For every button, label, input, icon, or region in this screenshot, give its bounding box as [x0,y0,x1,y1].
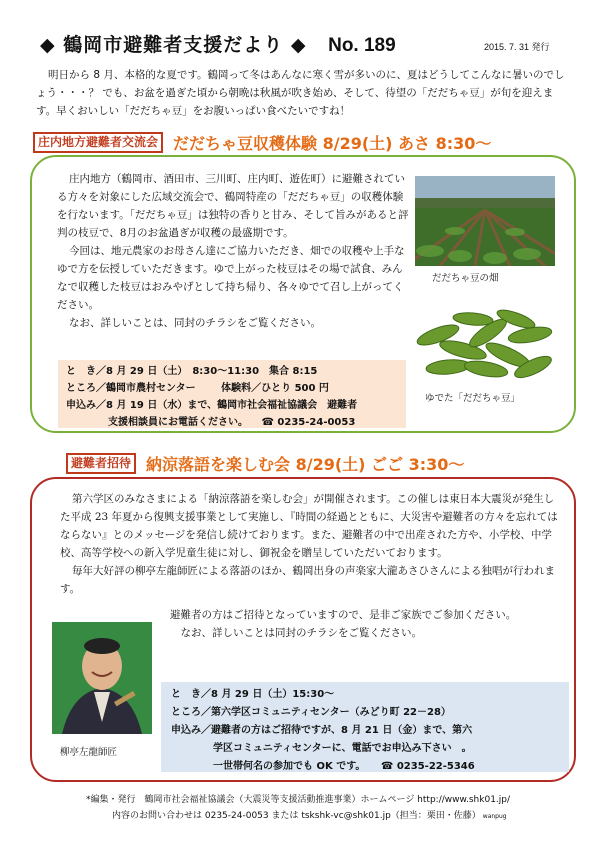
phone-number: ☎ 0235-24-0053 [261,417,356,428]
where-label: ところ／ [171,707,211,718]
apply-value-cont: 学区コミュニティセンターに、電話でお申込み下さい 。 [213,743,472,754]
bean-field-caption: だだちゃ豆の畑 [432,273,499,284]
info-apply [66,397,398,414]
footer-contact [112,808,507,821]
when-label: と き／ [66,366,106,377]
apply-value: 避難者の方はご招待ですが、8 月 21 日（金）まで、第六 [211,725,473,736]
issue-date: 2015. 7. 31 発行 [484,42,550,52]
phone-number: ☎ 0235-22-5346 [380,761,475,772]
boiled-edamame-caption: ゆでた「だだちゃ豆」 [425,393,521,404]
where-value: 第六学区コミュニティセンター（みどり町 22－28） [211,707,451,718]
section2-header [66,452,464,475]
section1-info-box [58,360,406,428]
issue-number: No. 189 [328,35,396,56]
section1-label: 庄内地方避難者交流会 [33,132,163,153]
info-when [66,363,398,380]
section2-info-box [161,682,569,772]
apply-value: 8 月 19 日（水）まで、鶴岡市社会福祉協議会 避難者 [106,400,358,411]
apply-label: 申込み／ [66,400,106,411]
section1-paragraph: 庄内地方（鶴岡市、酒田市、三川町、庄内町、遊佐町）に避難されている方々を対象にした広域交流会で、鶴岡特産の「だだちゃ豆」の収穫体験を行ないます。「だだちゃ豆」は独特の香りと甘み、そして旨みがあると評判の枝豆で、8月のお盆過ぎが収穫の最盛期です。 [57,173,409,239]
info-where [66,380,398,397]
when-value: 8 月 29 日（土） 8:30～11:30 集合 8:15 [106,366,318,377]
section2-body-cont [170,606,565,642]
info-where [171,704,559,722]
info-apply-cont [171,740,559,758]
info-apply-cont [66,414,398,431]
title-text: ◆ 鶴岡市避難者支援だより ◆ [40,34,307,56]
section2-body [60,490,560,598]
rakugo-master-caption: 柳亭左龍師匠 [60,747,118,758]
section2-paragraph: なお、詳しいことは同封のチラシをご覧ください。 [170,627,422,639]
when-value: 8 月 29 日（土）15:30～ [211,689,335,700]
boiled-edamame-photo [408,305,563,385]
bean-field-photo [415,176,555,266]
section2-paragraph: 毎年大好評の柳亭左龍師匠による落語のほか、鶴岡出身の声楽家大瀧あさひさんによる独唱が行われます。 [60,565,555,595]
where-value: 鶴岡市農村センター [106,383,196,394]
intro-paragraph: 明日から 8 月、本格的な夏です。鶴岡って冬はあんなに寒く雪が多いのに、夏はどうしてこんなに暑いのでしょう・・・？ でも、お盆を過ぎた頃から朝晩は秋風が吹き始め、そして、待望の「だだちゃ豆」が旬を迎えます。早くおいしい「だだちゃ豆」をお腹いっぱい食べたいですね！ [36,69,565,117]
section1-paragraph: 今回は、地元農家のお母さん達にご協力いただき、畑での収穫や上手なゆで方を伝授していただきます。ゆで上がった枝豆はその場で試食、みんなで収穫した枝豆はおみやげとして持ち帰り、各々ゆでて召し上がってください。 [57,245,405,311]
section2-title: 納涼落語を楽しむ会 8/29(土) ごご 3:30～ [146,455,465,474]
newsletter-title [40,30,396,57]
apply-value-cont2: 一世帯何名の参加でも OK です。 [213,761,366,772]
info-when [171,686,559,704]
fee-value: 体験料／ひとり 500 円 [221,383,329,394]
footer-credit: wanpug [482,813,507,820]
apply-value-cont: 支援相談員にお電話ください。 [108,417,248,428]
footer-publisher: *編集・発行 鶴岡市社会福祉協議会（大震災等支援活動推進事業）ホームページ http://www.shk01.jp/ [86,795,511,805]
section2-paragraph: 避難者の方はご招待となっていますので、是非ご家族でご参加ください。 [170,609,517,621]
footer-contact-text: 内容のお問い合わせは 0235-24-0053 または tskshk-vc@shk01.jp（担当：栗田・佐藤） [112,811,481,821]
apply-label: 申込み／ [171,725,211,736]
info-apply-cont2 [171,758,559,776]
section1-body [57,170,410,332]
info-apply [171,722,559,740]
section2-label: 避難者招待 [66,453,136,474]
where-label: ところ／ [66,383,106,394]
section1-header [33,131,491,154]
section1-title: だだちゃ豆収穫体験 8/29(土) あさ 8:30～ [173,134,492,153]
section2-paragraph: 第六学区のみなさまによる「納涼落語を楽しむ会」が開催されます。この催しは東日本大震災が発生した平成 23 年夏から復興支援事業として実施し、『時間の経過とともに、大災害や避難者の方々を忘れてはならない』とのメッセージを発信し続けております。また、避難者の中で出産された方や、小学校、中学校、高等学校への新入学児童生徒に対し、御祝金を贈呈していただいております。 [60,493,558,559]
rakugo-master-photo [52,622,152,734]
section1-paragraph: なお、詳しいことは、同封のチラシをご覧ください。 [69,317,321,329]
when-label: と き／ [171,689,211,700]
